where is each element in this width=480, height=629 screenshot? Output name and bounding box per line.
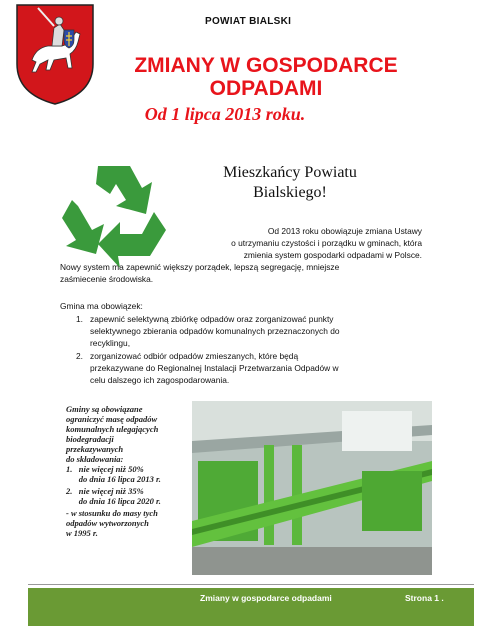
intro-text: zaśmiecenie środowiska. bbox=[60, 274, 154, 284]
page-number: Strona 1 . bbox=[405, 593, 444, 603]
list-item: celu dalszego ich zagospodarowania. bbox=[90, 375, 230, 385]
sorting-facility-image bbox=[192, 401, 432, 575]
note-line: do dnia 16 lipca 2013 r. bbox=[66, 474, 161, 484]
recycle-icon bbox=[58, 156, 170, 268]
greeting-line1: Mieszkańcy Powiatu bbox=[223, 164, 357, 181]
document-title-line2: ODPADAMI bbox=[209, 77, 323, 100]
list-item-number: 1. bbox=[76, 314, 83, 324]
note-line: komunalnych ulegających bbox=[66, 424, 159, 434]
note-line: do dnia 16 lipca 2020 r. bbox=[66, 496, 161, 506]
list-item: przekazywane do Regionalnej Instalacji Przetwarzania Odpadów w bbox=[90, 363, 339, 373]
note-line: odpadów wytworzonych bbox=[66, 518, 149, 528]
county-name: POWIAT BIALSKI bbox=[205, 16, 292, 27]
note-line: 2. nie więcej niż 35% bbox=[66, 486, 144, 496]
note-line: - w stosunku do masy tych bbox=[66, 508, 158, 518]
note-line: Gminy są obowiązane bbox=[66, 404, 143, 414]
note-line: do składowania: bbox=[66, 454, 124, 464]
duties-heading: Gmina ma obowiązek: bbox=[60, 301, 143, 311]
note-line: biodegradacji bbox=[66, 434, 114, 444]
intro-text: o utrzymaniu czystości i porządku w gminach, która bbox=[231, 238, 422, 248]
note-line: 1. nie więcej niż 50% bbox=[66, 464, 144, 474]
list-item: recyklingu, bbox=[90, 338, 131, 348]
note-line: przekazywanych bbox=[66, 444, 124, 454]
note-line: ograniczyć masę odpadów bbox=[66, 414, 158, 424]
effective-date: Od 1 lipca 2013 roku. bbox=[144, 104, 306, 124]
footer-divider bbox=[28, 584, 474, 585]
greeting-line2: Bialskiego! bbox=[253, 184, 327, 201]
list-item: zapewnić selektywną zbiórkę odpadów oraz zorganizować punkty bbox=[90, 314, 334, 324]
coat-of-arms-icon bbox=[14, 2, 96, 106]
footer-title: Zmiany w gospodarce odpadami bbox=[200, 593, 332, 603]
intro-text: zmienia system gospodarki odpadami w Polsce. bbox=[243, 250, 422, 260]
intro-text: Od 2013 roku obowiązuje zmiana Ustawy bbox=[267, 226, 422, 236]
list-item-number: 2. bbox=[76, 351, 83, 361]
list-item: zorganizować odbiór odpadów zmieszanych, które będą bbox=[90, 351, 299, 361]
note-line: w 1995 r. bbox=[66, 528, 98, 538]
document-title-line1: ZMIANY W GOSPODARCE bbox=[134, 54, 398, 77]
list-item: selektywnego zbierania odpadów komunalnych przeznaczonych do bbox=[90, 326, 340, 336]
intro-text: Nowy system ma zapewnić większy porządek, lepszą segregację, mniejsze bbox=[60, 262, 340, 272]
